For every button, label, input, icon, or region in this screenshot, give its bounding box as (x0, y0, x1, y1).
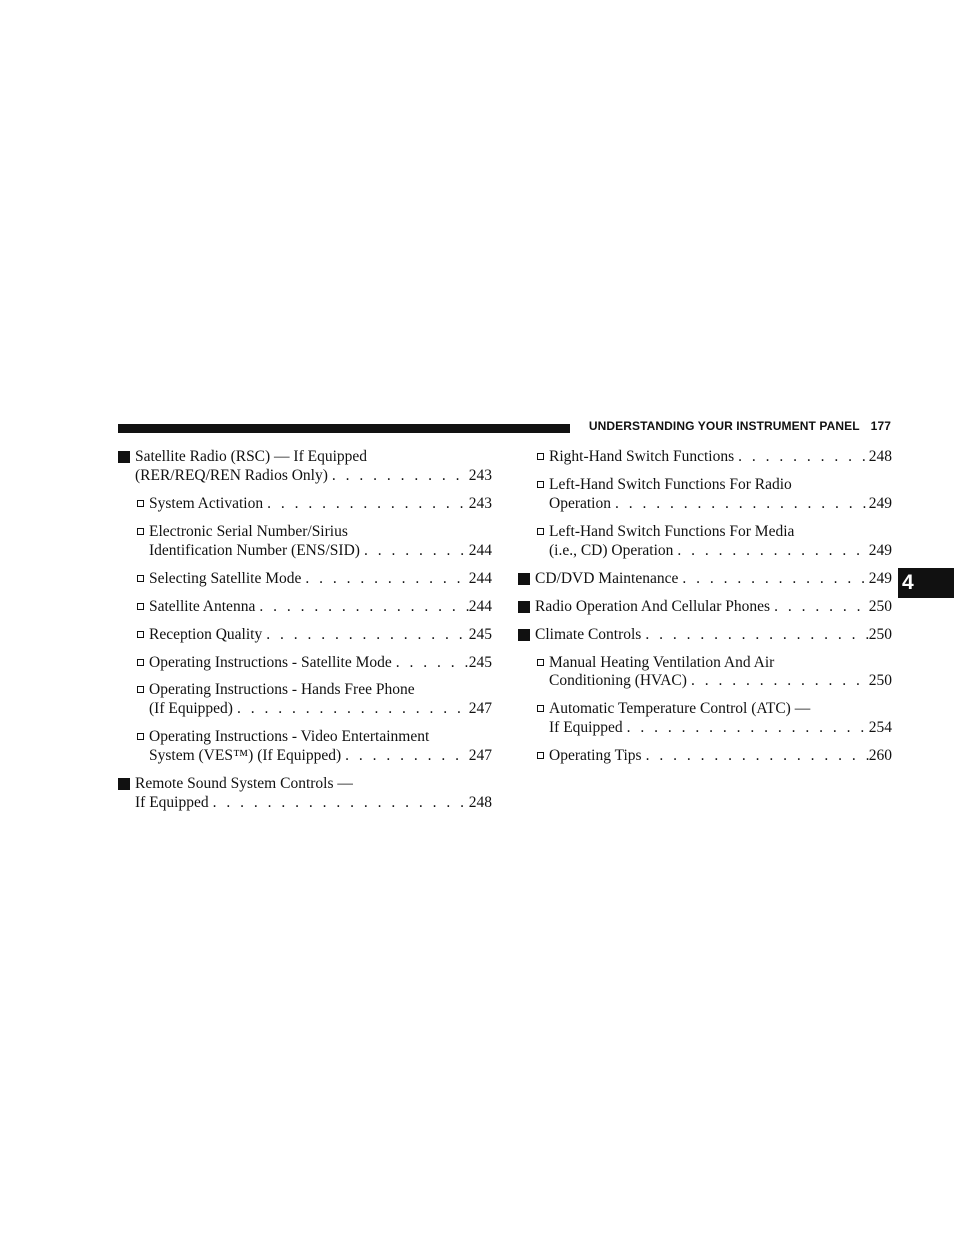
toc-entry-title-line: Conditioning (HVAC) (549, 672, 687, 690)
dot-leader (687, 672, 869, 691)
toc-page-number: 245 (468, 625, 492, 643)
section-title: UNDERSTANDING YOUR INSTRUMENT PANEL (588, 419, 860, 433)
toc-entry-title-line: Right-Hand Switch Functions (549, 448, 735, 465)
open-square-bullet-icon (137, 500, 144, 507)
toc-entry[interactable] (118, 495, 492, 514)
open-square-bullet-icon (537, 528, 544, 535)
toc-entry[interactable] (518, 626, 892, 645)
toc-entry-title-line: Manual Heating Ventilation And Air (549, 653, 775, 671)
open-square-bullet-icon (137, 733, 144, 740)
toc-entry-title-line: Left-Hand Switch Functions For Radio (549, 475, 792, 493)
toc-entry-title-line: If Equipped (135, 793, 209, 811)
open-square-bullet-icon (537, 453, 544, 460)
toc-entry-title-line: Satellite Antenna (149, 597, 256, 615)
dot-leader (328, 467, 469, 486)
solid-square-bullet-icon (518, 573, 530, 585)
toc-entry-title-line: (If Equipped) (149, 700, 233, 718)
dot-leader (734, 448, 869, 467)
toc-page-number: 254 (868, 719, 892, 737)
dot-leader (360, 542, 469, 561)
toc-page-number: 260 (868, 747, 892, 765)
dot-leader (262, 626, 469, 645)
toc-page-number: 244 (468, 597, 492, 615)
dot-leader (623, 719, 869, 738)
toc-entry-title-line: Reception Quality (149, 625, 263, 643)
open-square-bullet-icon (137, 575, 144, 582)
toc-entry-title-line: Climate Controls (535, 625, 642, 643)
toc-entry-title-line: Left-Hand Switch Functions For Media (549, 522, 795, 540)
toc-entry[interactable] (118, 448, 492, 486)
toc-entry-title-line: (i.e., CD) Operation (549, 541, 674, 559)
toc-page-number: 244 (468, 541, 492, 559)
toc-entry-title-line: Automatic Temperature Control (ATC) — (549, 700, 811, 718)
toc-entry-title-line: (RER/REQ/REN Radios Only) (135, 466, 328, 484)
dot-leader (770, 598, 869, 617)
toc-page-number: 249 (868, 494, 892, 512)
toc-page-number: 247 (468, 747, 492, 765)
toc-entry[interactable] (118, 654, 492, 673)
toc-page-number: 248 (468, 793, 492, 811)
toc-page-number: 249 (868, 541, 892, 559)
toc-entry[interactable] (518, 448, 892, 467)
open-square-bullet-icon (537, 752, 544, 759)
dot-leader (611, 495, 869, 514)
toc-entry-title-line: Radio Operation And Cellular Phones (535, 597, 771, 615)
open-square-bullet-icon (537, 705, 544, 712)
toc-page-number: 250 (868, 625, 892, 643)
dot-leader (209, 794, 469, 813)
dot-leader (263, 495, 469, 514)
toc-entry[interactable] (518, 476, 892, 514)
toc-entry[interactable] (118, 626, 492, 645)
solid-square-bullet-icon (118, 451, 130, 463)
toc-entry-title-line: Selecting Satellite Mode (149, 569, 302, 587)
toc-entry-title-line: If Equipped (549, 719, 623, 737)
toc-entry[interactable] (118, 598, 492, 617)
dot-leader (301, 570, 468, 589)
dot-leader (392, 654, 469, 673)
dot-leader (673, 542, 868, 561)
dot-leader (341, 747, 469, 766)
dot-leader (641, 626, 868, 645)
toc-entry[interactable] (118, 523, 492, 561)
toc-entry-title-line: Identification Number (ENS/SID) (149, 541, 360, 559)
open-square-bullet-icon (537, 659, 544, 666)
toc-entry-title-line: Satellite Radio (RSC) — If Equipped (135, 448, 368, 465)
open-square-bullet-icon (137, 528, 144, 535)
toc-entry-title-line: Operating Tips (549, 747, 642, 765)
toc-entry[interactable] (518, 747, 892, 766)
toc-entry[interactable] (518, 523, 892, 561)
toc-page-number: 244 (468, 569, 492, 587)
toc-entry[interactable] (118, 728, 492, 766)
toc-page-number: 243 (468, 494, 492, 512)
page-number: 177 (870, 419, 891, 433)
toc-entry[interactable] (118, 570, 492, 589)
toc-entry-title-line: System Activation (149, 494, 264, 512)
solid-square-bullet-icon (118, 778, 130, 790)
toc-entry[interactable] (518, 570, 892, 589)
toc-page-number: 250 (868, 597, 892, 615)
chapter-tab: 4 (898, 568, 954, 598)
toc-entry-title-line: Operating Instructions - Hands Free Phone (149, 681, 415, 699)
toc-entry[interactable] (518, 700, 892, 738)
open-square-bullet-icon (137, 686, 144, 693)
header-rule (118, 424, 570, 433)
solid-square-bullet-icon (518, 629, 530, 641)
running-header (589, 419, 891, 433)
toc-entry-title-line: Operating Instructions - Satellite Mode (149, 653, 392, 671)
toc-entry[interactable] (118, 681, 492, 719)
dot-leader (233, 700, 469, 719)
toc-right-column (518, 448, 892, 775)
solid-square-bullet-icon (518, 601, 530, 613)
dot-leader (678, 570, 868, 589)
toc-entry-title-line: Electronic Serial Number/Sirius (149, 522, 348, 540)
toc-entry[interactable] (518, 598, 892, 617)
toc-page-number: 245 (468, 653, 492, 671)
toc-entry-title-line: CD/DVD Maintenance (535, 569, 679, 587)
toc-page-number: 249 (868, 569, 892, 587)
toc-page-number: 248 (868, 448, 892, 465)
toc-entry-title-line: System (VES™) (If Equipped) (149, 747, 342, 765)
toc-page-number: 250 (868, 672, 892, 690)
open-square-bullet-icon (137, 631, 144, 638)
toc-page-number: 243 (468, 466, 492, 484)
toc-entry-title-line: Remote Sound System Controls — (135, 775, 353, 793)
open-square-bullet-icon (137, 603, 144, 610)
dot-leader (255, 598, 468, 617)
toc-left-column (118, 448, 492, 822)
open-square-bullet-icon (137, 659, 144, 666)
toc-entry-title-line: Operating Instructions - Video Entertainment (149, 728, 430, 746)
dot-leader (642, 747, 869, 766)
toc-entry[interactable] (118, 775, 492, 813)
toc-entry-title-line: Operation (549, 494, 611, 512)
open-square-bullet-icon (537, 481, 544, 488)
toc-entry[interactable] (518, 654, 892, 692)
toc-page-number: 247 (468, 700, 492, 718)
